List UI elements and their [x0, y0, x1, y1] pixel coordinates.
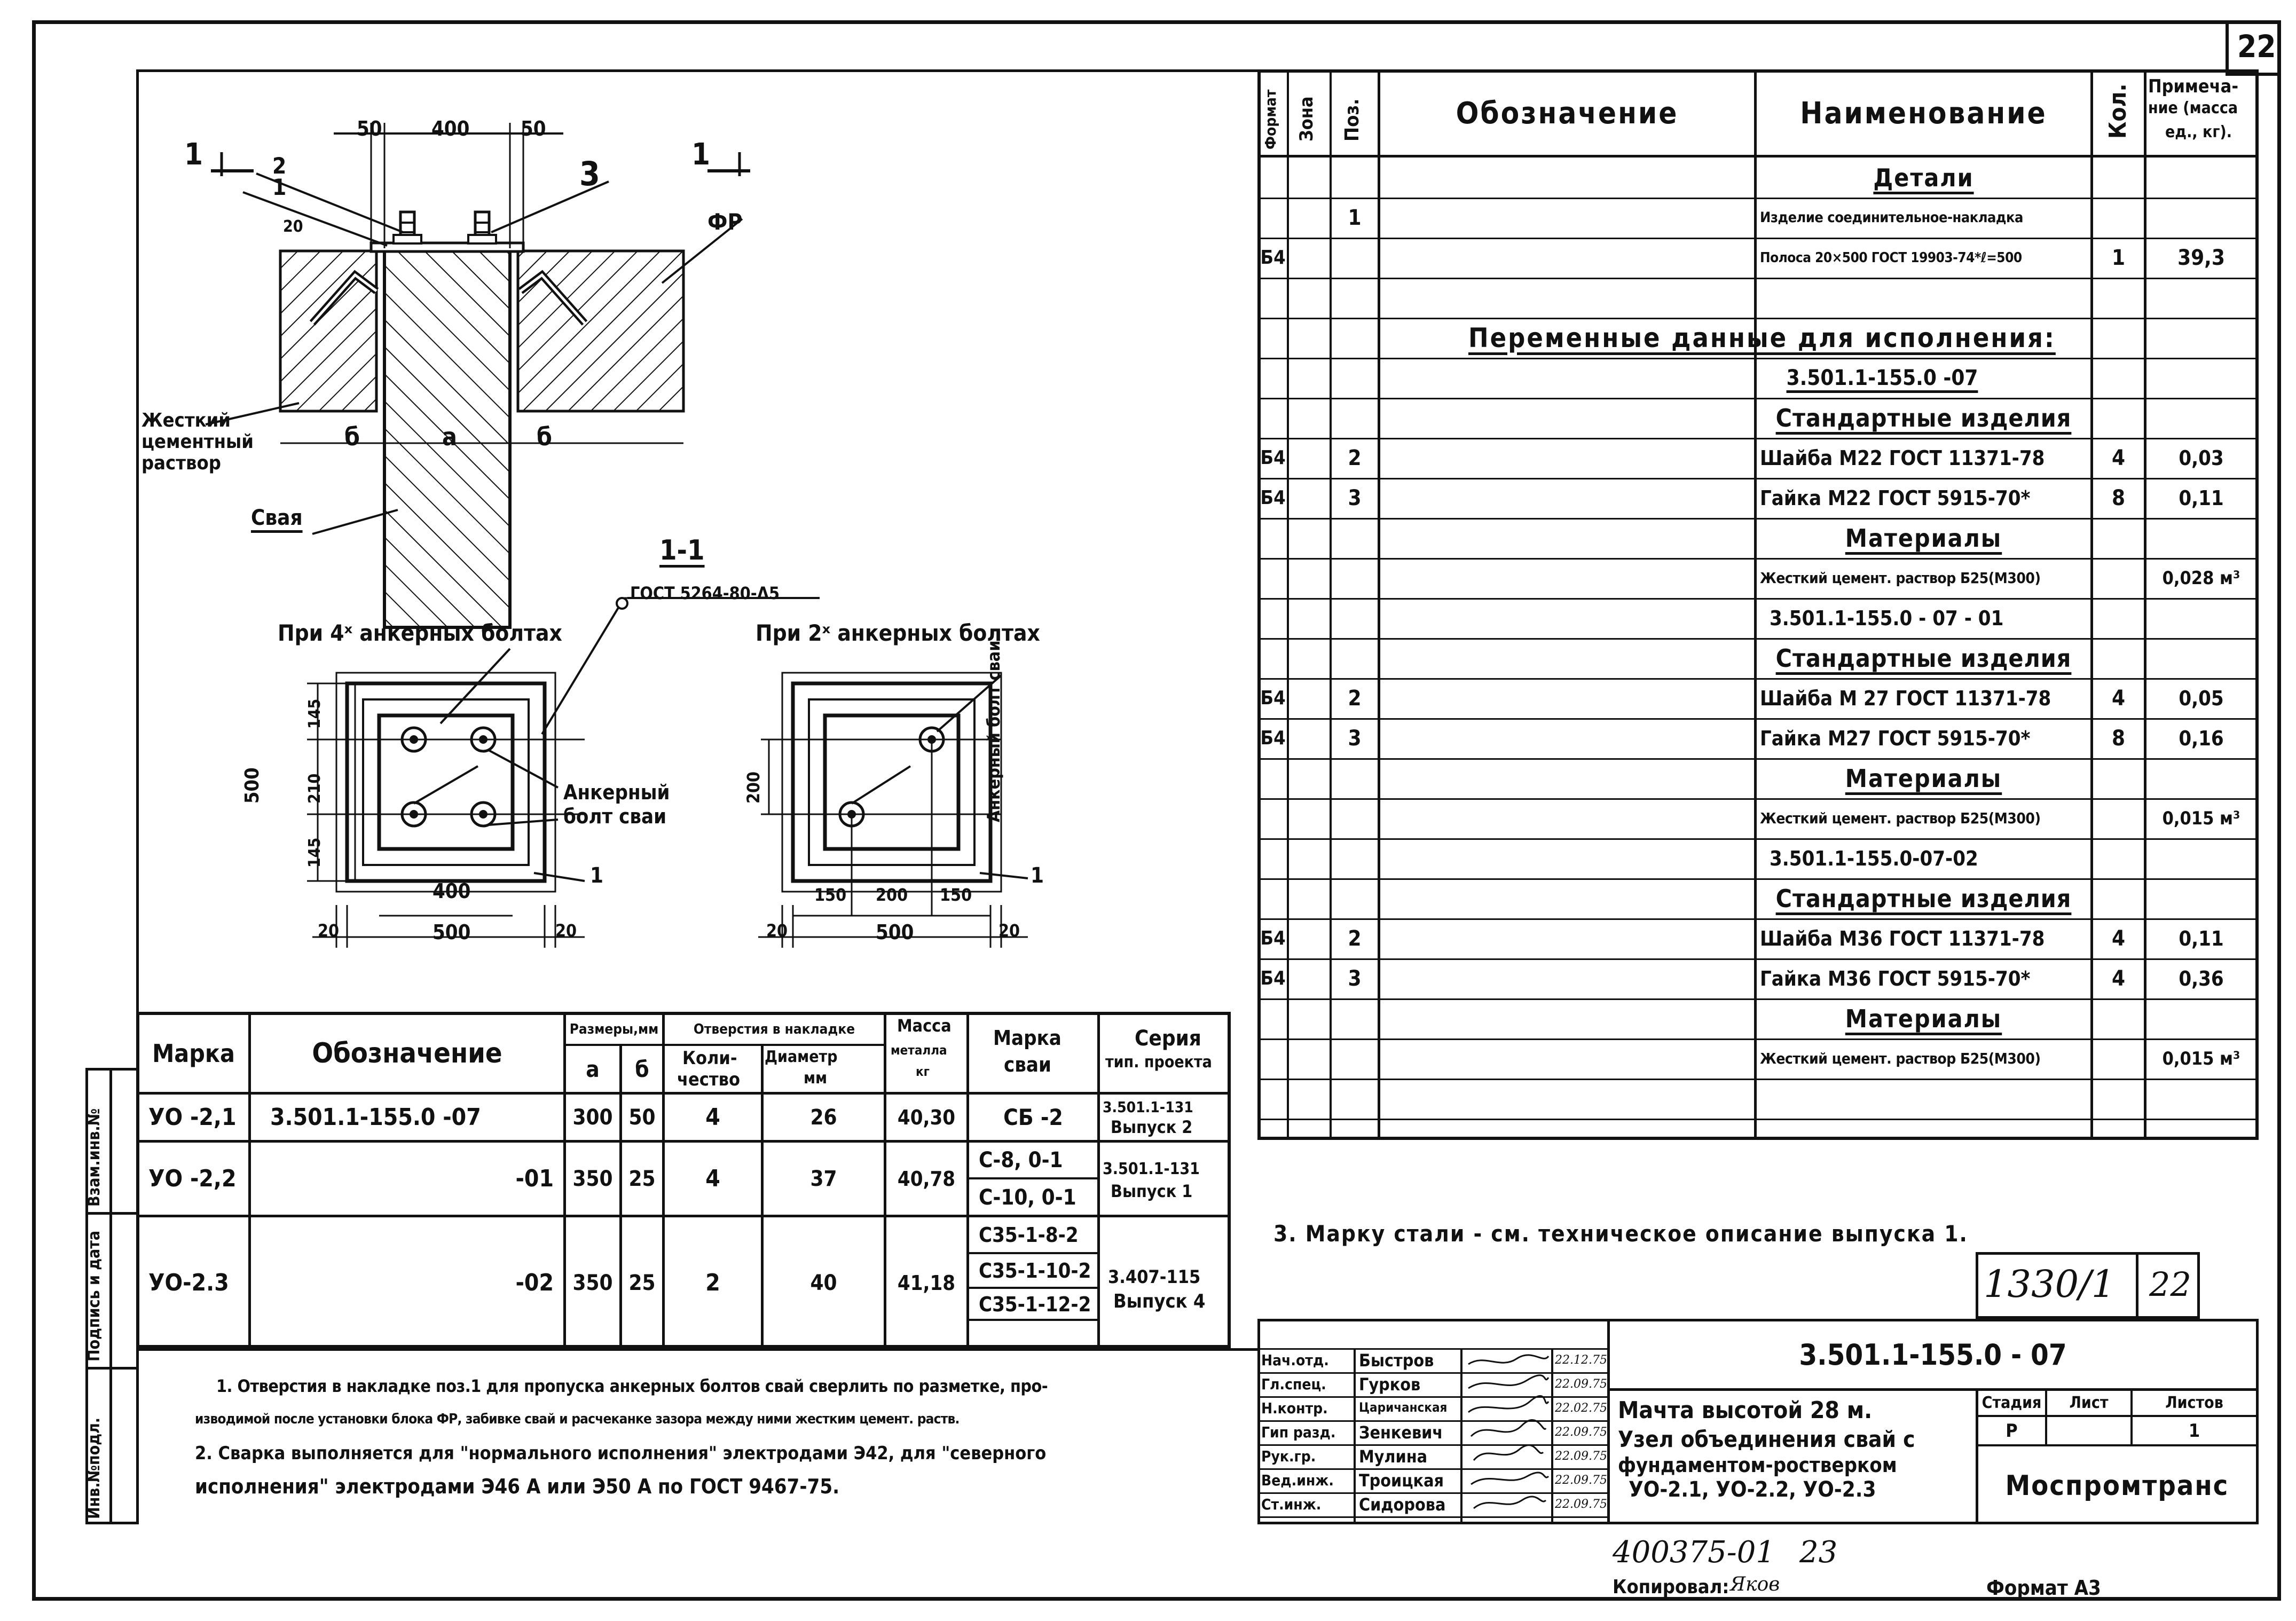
spec-row-17-note: 0,015 м³ — [2162, 807, 2240, 829]
spec-row-22-name: Материалы — [1845, 1004, 2002, 1033]
spec-row-21-pos: 3 — [1348, 966, 1362, 991]
sig-role-1: Нач.отд. — [1261, 1351, 1329, 1369]
spec-row-1-name: Детали — [1873, 163, 1974, 192]
spec-row-21-format: Б4 — [1260, 967, 1286, 989]
spec-row-7-name: Стандартные изделия — [1775, 403, 2072, 432]
spec-row-2-name: Изделие соединительное-накладка — [1760, 209, 2023, 226]
table-row-2-a: 350 — [572, 1166, 613, 1191]
sig-date-1: 22.12.75 — [1555, 1354, 1607, 1367]
spec-row-15-qty: 8 — [2111, 726, 2126, 751]
mortar-label-1: Жесткий — [141, 410, 231, 431]
title-line-3: фундаментом-ростверком — [1618, 1453, 1897, 1477]
spec-row-10-name: Материалы — [1845, 523, 2002, 553]
table-row-3-pile-mark-2: С35-1-10-2 — [979, 1259, 1091, 1282]
spec-qty-header: Кол. — [2104, 83, 2132, 139]
spec-row-9-note: 0,11 — [2179, 486, 2224, 510]
spec-row-14-qty: 4 — [2111, 686, 2126, 711]
spec-row-15-name: Гайка М27 ГОСТ 5915-70* — [1760, 726, 2031, 750]
note-3: 3. Марку стали - см. техническое описание выпуска 1. — [1273, 1221, 1968, 1247]
sig-date-4: 22.09.75 — [1555, 1426, 1607, 1439]
spec-name-header: Наименование — [1800, 96, 2047, 131]
spec-row-13-name: Стандартные изделия — [1775, 643, 2072, 673]
d2-pos1: 1 — [1031, 863, 1044, 888]
table-row-3-mark: УО-2.3 — [148, 1269, 229, 1296]
table-row-1-a: 300 — [572, 1105, 613, 1130]
spec-designation-header: Обозначение — [1456, 96, 1679, 131]
spec-note-header-1: Примеча- — [2148, 76, 2239, 97]
spec-row-20-name: Шайба М36 ГОСТ 11371-78 — [1760, 926, 2045, 950]
spec-row-8-qty: 4 — [2111, 445, 2126, 470]
col-pile-mark-header-1: Марка — [993, 1026, 1061, 1050]
sig-name-3: Царичанская — [1359, 1400, 1448, 1415]
spec-row-8-name: Шайба М22 ГОСТ 11371-78 — [1760, 446, 2045, 470]
spec-row-8-pos: 2 — [1348, 445, 1362, 470]
node-drawing — [136, 72, 1257, 990]
sig-name-5: Мулина — [1359, 1446, 1427, 1467]
spec-pos-header: Поз. — [1341, 98, 1363, 141]
col-series-header-1: Серия — [1135, 1026, 1201, 1051]
spec-row-21-qty: 4 — [2111, 966, 2126, 991]
table-row-1-qty: 4 — [705, 1104, 720, 1131]
spec-row-19-name: Стандартные изделия — [1775, 884, 2072, 913]
dim-50-left: 50 — [357, 117, 382, 140]
table-row-1-diameter: 26 — [810, 1105, 837, 1130]
spec-row-6-name: 3.501.1-155.0 -07 — [1786, 365, 1978, 390]
table-row-2-series-2: Выпуск 1 — [1111, 1181, 1193, 1201]
table-row-2-mark: УО -2,2 — [148, 1165, 237, 1192]
spec-row-5-wide: Переменные данные для исполнения: — [1468, 322, 2056, 353]
inventory-number: 400375-01 — [1613, 1535, 1775, 1570]
spec-row-21-name: Гайка М36 ГОСТ 5915-70* — [1760, 966, 2031, 990]
d2-20-right: 20 — [998, 920, 1020, 941]
dim-400: 400 — [431, 117, 470, 140]
col-b-header: б — [635, 1056, 649, 1082]
note-1-line-2: изводимой после установки блока ФР, забивке свай и расчеканке зазора между ними жестким цемент. раств. — [195, 1411, 960, 1427]
fr-label: ФР — [707, 209, 743, 235]
sig-name-1: Быстров — [1359, 1350, 1434, 1371]
table-row-1-series-1: 3.501.1-131 — [1103, 1098, 1193, 1116]
col-qty-header-2: чество — [677, 1069, 740, 1090]
caption-4-bolts: При 4ˣ анкерных болтах — [278, 620, 562, 646]
d4-145-top: 145 — [305, 698, 324, 729]
spec-row-11-note: 0,028 м³ — [2162, 567, 2240, 589]
d4-500: 500 — [433, 920, 471, 944]
table-row-2-qty: 4 — [705, 1165, 720, 1192]
section-mark-left: 1 — [184, 137, 203, 172]
anchor-label-1: Анкерный — [563, 781, 670, 804]
title-line-4: УО-2.1, УО-2.2, УО-2.3 — [1629, 1477, 1876, 1502]
sig-role-3: Н.контр. — [1261, 1399, 1328, 1417]
d2-200-side: 200 — [743, 771, 764, 804]
spec-row-11-name: Жесткий цемент. раствор Б25(М300) — [1760, 569, 2041, 587]
organization: Моспромтранс — [2005, 1469, 2229, 1502]
spec-zone-header: Зона — [1296, 96, 1317, 141]
table-row-1-mark: УО -2,1 — [148, 1104, 237, 1131]
pos-1-label: 1 — [272, 174, 287, 200]
archive-number: 1330/1 — [1984, 1262, 2116, 1306]
sig-name-6: Троицкая — [1359, 1470, 1444, 1491]
table-row-2-designation: -01 — [515, 1165, 554, 1192]
sig-name-7: Сидорова — [1359, 1494, 1446, 1515]
table-row-3-mass: 41,18 — [897, 1271, 956, 1295]
sig-name-2: Гурков — [1359, 1374, 1421, 1395]
side-stamp-inv: Инв.№подл. — [85, 1417, 104, 1519]
spec-row-8-note: 0,03 — [2179, 446, 2224, 470]
spec-row-21-note: 0,36 — [2179, 966, 2224, 990]
stage-label: Стадия — [1982, 1394, 2042, 1412]
table-row-1-mass: 40,30 — [897, 1105, 956, 1129]
side-stamp-signature: Подпись и дата — [85, 1230, 104, 1362]
col-series-header-2: тип. проекта — [1105, 1053, 1212, 1072]
table-row-1-b: 50 — [628, 1105, 656, 1130]
sheet-number: 22 — [2237, 28, 2276, 65]
dim-a: а — [442, 422, 457, 451]
spec-note-header-3: ед., кг). — [2165, 123, 2232, 141]
signature-scribbles — [1463, 1348, 1551, 1524]
col-mass-header-2: металла — [891, 1043, 947, 1058]
table-row-2-b: 25 — [628, 1166, 656, 1191]
spec-row-15-pos: 3 — [1348, 726, 1362, 751]
table-row-3-a: 350 — [572, 1270, 613, 1295]
d2-200: 200 — [876, 885, 908, 905]
d4-400: 400 — [433, 879, 471, 903]
spec-row-23-name: Жесткий цемент. раствор Б25(М300) — [1760, 1050, 2041, 1067]
sig-date-3: 22.02.75 — [1555, 1402, 1607, 1415]
spec-row-14-note: 0,05 — [2179, 686, 2224, 710]
spec-row-3-name: Полоса 20×500 ГОСТ 19903-74*ℓ=500 — [1760, 249, 2022, 266]
col-pile-mark-header-2: сваи — [1004, 1053, 1051, 1076]
pos-3-label: 3 — [579, 154, 600, 193]
spec-row-20-format: Б4 — [1260, 927, 1286, 949]
table-row-1-series-2: Выпуск 2 — [1111, 1117, 1193, 1137]
note-2-line-1: 2. Сварка выполняется для "нормального исполнения" электродами Э42, для "северного — [195, 1443, 1047, 1464]
spec-row-18-name: 3.501.1-155.0-07-02 — [1770, 846, 1978, 870]
mortar-label-3: раствор — [141, 452, 221, 474]
spec-row-14-pos: 2 — [1348, 686, 1362, 711]
mortar-label-2: цементный — [141, 431, 254, 453]
table-row-3-pile-mark-1: С35-1-8-2 — [979, 1223, 1079, 1247]
dim-50-right: 50 — [521, 117, 546, 140]
col-qty-header-1: Коли- — [682, 1048, 737, 1069]
sheets-value: 1 — [2188, 1420, 2200, 1442]
spec-row-20-note: 0,11 — [2179, 926, 2224, 950]
spec-row-23-note: 0,015 м³ — [2162, 1048, 2240, 1069]
sig-name-4: Зенкевич — [1359, 1422, 1443, 1443]
d2-150-right: 150 — [940, 885, 972, 905]
spec-row-3-note: 39,3 — [2177, 245, 2225, 270]
sig-date-6: 22.09.75 — [1555, 1474, 1607, 1487]
title-line-2: Узел объединения свай с — [1618, 1426, 1915, 1452]
table-row-3-designation: -02 — [515, 1269, 554, 1296]
col-diameter-header-2: мм — [804, 1069, 828, 1088]
spec-row-14-name: Шайба М 27 ГОСТ 11371-78 — [1760, 686, 2051, 710]
d2-500: 500 — [876, 920, 914, 944]
col-diameter-header-1: Диаметр — [765, 1048, 838, 1066]
caption-2-bolts: При 2ˣ анкерных болтах — [756, 620, 1040, 646]
d4-210: 210 — [305, 773, 324, 804]
note-2-line-2: исполнения" электродами Э46 А или Э50 А по ГОСТ 9467-75. — [195, 1475, 840, 1498]
spec-row-17-name: Жесткий цемент. раствор Б25(М300) — [1760, 809, 2041, 827]
table-row-3-series-1: 3.407-115 — [1108, 1266, 1201, 1288]
spec-row-3-format: Б4 — [1260, 247, 1286, 269]
spec-row-20-qty: 4 — [2111, 926, 2126, 951]
spec-row-9-format: Б4 — [1260, 487, 1286, 509]
d4-145-bot: 145 — [305, 837, 324, 868]
col-mass-header-3: кг — [916, 1064, 930, 1079]
d2-150-left: 150 — [814, 885, 847, 905]
col-a-header: а — [586, 1056, 600, 1082]
archive-sheet: 22 — [2149, 1265, 2191, 1304]
spec-row-14-format: Б4 — [1260, 687, 1286, 709]
spec-format-header: Формат — [1262, 89, 1279, 149]
dim-b-right: б — [537, 422, 552, 451]
table-row-1-pile-mark: СБ -2 — [1003, 1104, 1063, 1130]
copied-label: Копировал: — [1613, 1576, 1729, 1598]
table-row-2-pile-mark-1: С-8, 0-1 — [979, 1147, 1063, 1173]
table-row-3-qty: 2 — [705, 1269, 720, 1296]
d4-pos1: 1 — [590, 863, 604, 888]
sig-date-7: 22.09.75 — [1555, 1498, 1607, 1511]
section-title: 1-1 — [659, 534, 705, 566]
copied-sign: Яков — [1730, 1573, 1780, 1595]
col-mass-header-1: Масса — [897, 1016, 952, 1036]
side-stamp-replace: Взам.инв.№ — [85, 1108, 104, 1207]
spec-row-2-pos: 1 — [1348, 205, 1362, 230]
sig-role-2: Гл.спец. — [1261, 1375, 1326, 1393]
pos-2-label: 2 — [272, 153, 287, 179]
title-line-1: Мачта высотой 28 м. — [1618, 1397, 1873, 1424]
spec-row-20-pos: 2 — [1348, 926, 1362, 951]
d4-20-right: 20 — [555, 920, 577, 941]
spec-row-15-note: 0,16 — [2179, 726, 2224, 750]
stage-value: Р — [2006, 1420, 2018, 1442]
format-label: Формат А3 — [1986, 1576, 2101, 1600]
inventory-sheet: 23 — [1799, 1535, 1838, 1570]
table-row-1-designation: 3.501.1-155.0 -07 — [270, 1104, 481, 1131]
sig-date-2: 22.09.75 — [1555, 1378, 1607, 1391]
table-row-2-mass: 40,78 — [897, 1167, 956, 1191]
foundation-left — [280, 251, 376, 411]
sheet-value — [2047, 1417, 2130, 1444]
spec-row-15-format: Б4 — [1260, 727, 1286, 749]
anchor-label-2: болт сваи — [563, 805, 667, 828]
col-mark-header: Марка — [152, 1038, 235, 1068]
document-code: 3.501.1-155.0 - 07 — [1799, 1338, 2067, 1372]
col-designation-header: Обозначение — [312, 1037, 502, 1069]
table-row-3-series-2: Выпуск 4 — [1113, 1290, 1206, 1312]
spec-row-9-name: Гайка М22 ГОСТ 5915-70* — [1760, 486, 2031, 510]
note-1-line-1: 1. Отверстия в накладке поз.1 для пропуска анкерных болтов свай сверлить по разметке, про- — [216, 1376, 1048, 1396]
table-row-2-pile-mark-2: С-10, 0-1 — [979, 1185, 1076, 1210]
sig-role-5: Рук.гр. — [1261, 1447, 1316, 1465]
anchor-label-vertical: Анкерный болт сваи — [984, 640, 1004, 822]
spec-row-3-qty: 1 — [2111, 245, 2126, 270]
spec-row-16-name: Материалы — [1845, 764, 2002, 793]
spec-row-9-qty: 8 — [2111, 485, 2126, 510]
section-mark-right: 1 — [691, 137, 711, 172]
d4-500-side: 500 — [241, 767, 263, 804]
table-row-3-pile-mark-3: С35-1-12-2 — [979, 1292, 1091, 1316]
d2-20-left: 20 — [766, 920, 788, 941]
table-row-3-diameter: 40 — [810, 1270, 837, 1295]
spec-note-header-2: ние (масса — [2148, 99, 2238, 117]
sig-role-7: Ст.инж. — [1261, 1496, 1322, 1513]
weld-symbol: ГОСТ 5264-80-Δ5 — [630, 583, 780, 603]
sig-role-4: Гип разд. — [1261, 1423, 1336, 1441]
spec-row-9-pos: 3 — [1348, 485, 1362, 510]
sig-date-5: 22.09.75 — [1555, 1450, 1607, 1463]
table-row-3-b: 25 — [628, 1270, 656, 1295]
col-dimensions-header: Размеры,мм — [569, 1021, 659, 1037]
table-row-2-diameter: 37 — [810, 1166, 837, 1191]
sheet-label: Лист — [2069, 1394, 2109, 1412]
spec-row-12-name: 3.501.1-155.0 - 07 - 01 — [1770, 606, 2004, 630]
pile-label: Свая — [251, 506, 303, 530]
sheets-label: Листов — [2165, 1394, 2223, 1412]
dim-b-left: б — [344, 422, 360, 451]
spec-row-8-format: Б4 — [1260, 447, 1286, 469]
sig-role-6: Вед.инж. — [1261, 1472, 1334, 1489]
col-holes-header: Отверстия в накладке — [693, 1021, 855, 1037]
dim-20: 20 — [283, 217, 303, 236]
table-row-2-series-1: 3.501.1-131 — [1103, 1160, 1200, 1178]
d4-20-left: 20 — [318, 920, 340, 941]
